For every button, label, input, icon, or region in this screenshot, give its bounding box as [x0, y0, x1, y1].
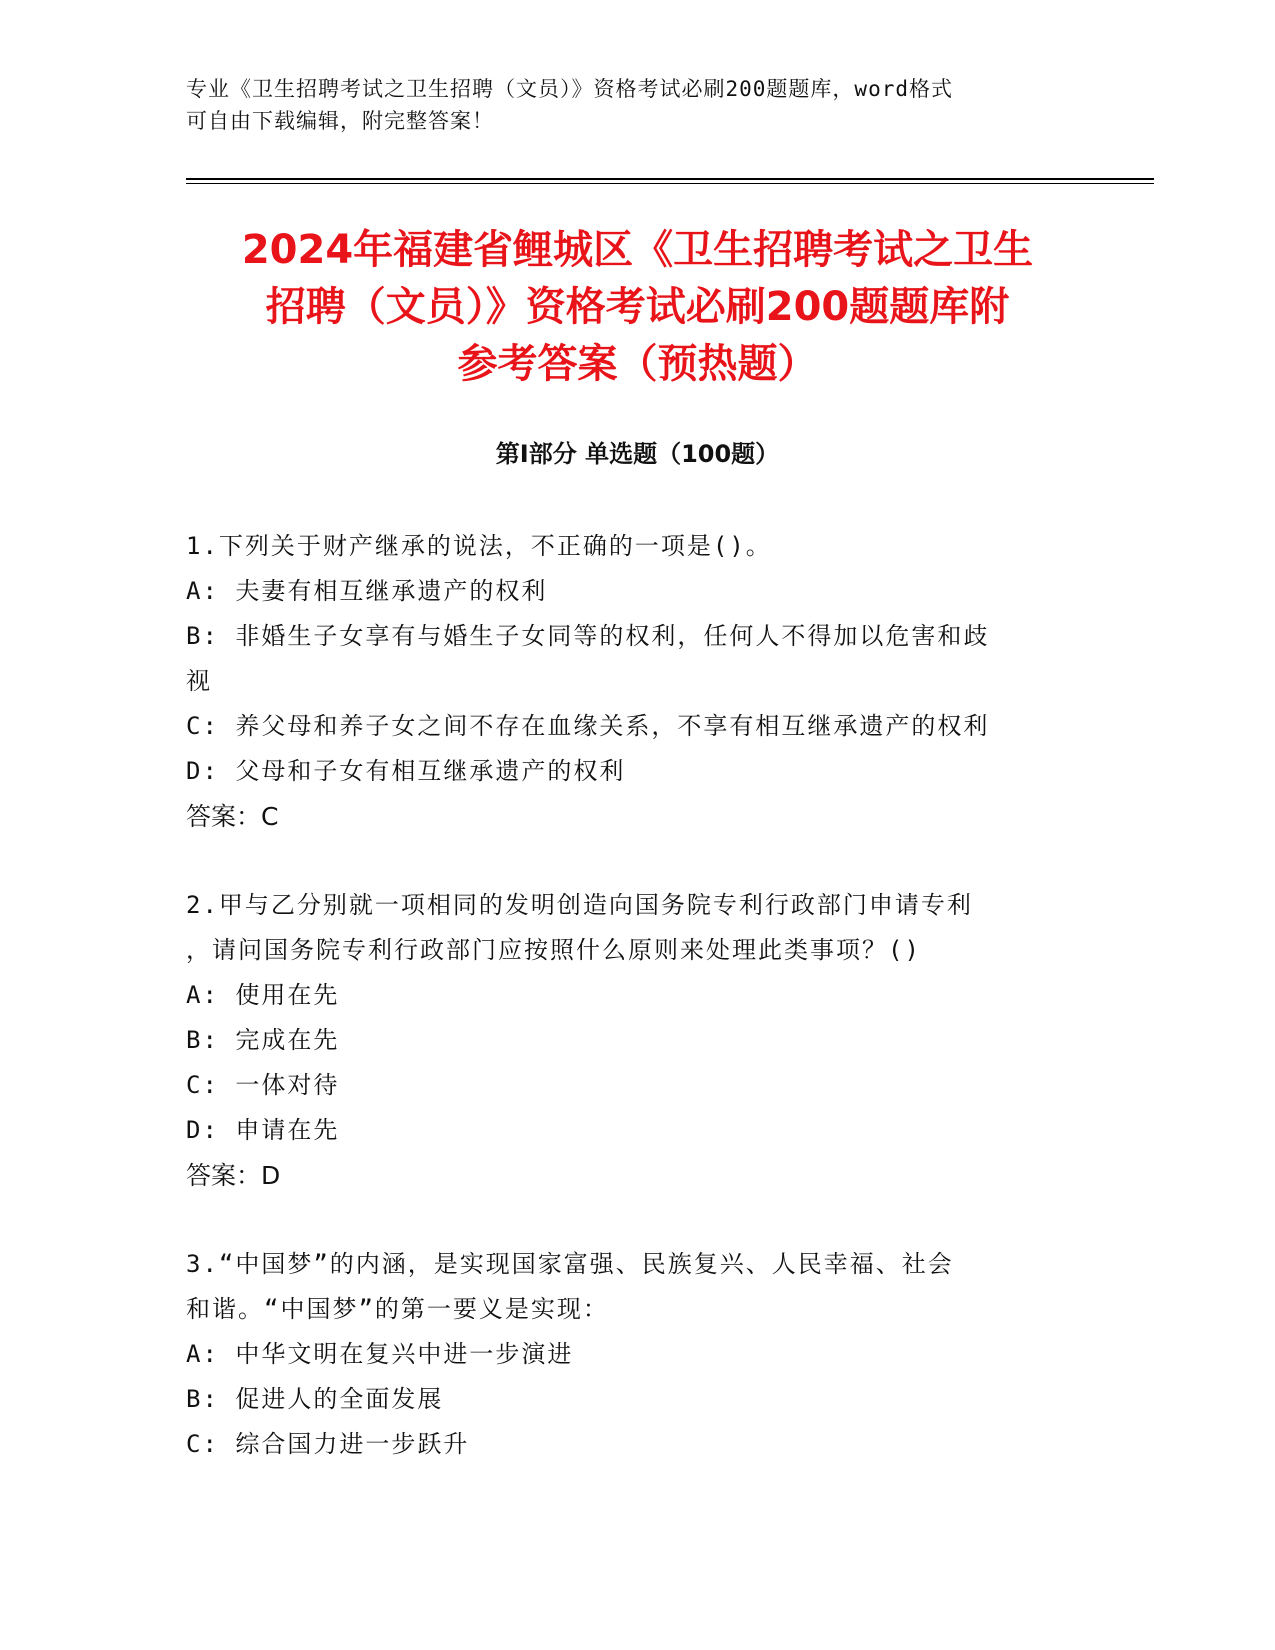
option-c: C: 一体对待 — [186, 1071, 340, 1099]
option-a: A: 中华文明在复兴中进一步演进 — [186, 1340, 574, 1368]
header-note — [186, 73, 1066, 137]
option-b: B: 促进人的全面发展 — [186, 1385, 444, 1413]
question-stem: 2.甲与乙分别就一项相同的发明创造向国务院专利行政部门申请专利 — [186, 891, 973, 919]
option-a: A: 夫妻有相互继承遗产的权利 — [186, 577, 548, 605]
question-stem: 1.下列关于财产继承的说法，不正确的一项是()。 — [186, 532, 772, 560]
header-divider-thick — [186, 178, 1154, 180]
header-note-line: 可自由下载编辑，附完整答案！ — [186, 109, 494, 133]
option-a: A: 使用在先 — [186, 981, 340, 1009]
option-c: C: 综合国力进一步跃升 — [186, 1430, 470, 1458]
question-list — [186, 524, 1086, 1510]
question-3 — [186, 1242, 1086, 1467]
option-d: D: 申请在先 — [186, 1116, 340, 1144]
question-stem: 和谐。“中国梦”的第一要义是实现： — [186, 1295, 609, 1323]
title-line: 2024年福建省鲤城区《卫生招聘考试之卫生 — [241, 227, 1034, 273]
option-c: C: 养父母和养子女之间不存在血缘关系，不享有相互继承遗产的权利 — [186, 712, 990, 740]
option-b-line: B: 非婚生子女享有与婚生子女同等的权利，任何人不得加以危害和歧 — [186, 622, 990, 650]
question-stem: ，请问国务院专利行政部门应按照什么原则来处理此类事项？() — [186, 936, 921, 964]
option-b: B: 完成在先 — [186, 1026, 340, 1054]
option-b-line: 视 — [186, 667, 212, 695]
title-line: 招聘（文员）》资格考试必刷200题题库附 — [265, 284, 1010, 330]
document-title — [150, 222, 1125, 393]
header-divider-thin — [186, 183, 1154, 184]
question-1 — [186, 524, 1086, 840]
question-2 — [186, 883, 1086, 1199]
answer-label: 答案：D — [186, 1161, 281, 1190]
option-d: D: 父母和子女有相互继承遗产的权利 — [186, 757, 626, 785]
answer-label: 答案：C — [186, 802, 279, 831]
option-b — [186, 614, 1086, 704]
section-heading: 第Ⅰ部分 单选题（100题） — [495, 440, 780, 468]
question-stem: 3.“中国梦”的内涵，是实现国家富强、民族复兴、人民幸福、社会 — [186, 1250, 954, 1278]
title-line: 参考答案（预热题） — [457, 341, 818, 387]
header-note-line: 专业《卫生招聘考试之卫生招聘（文员）》资格考试必刷200题题库，word格式 — [186, 77, 953, 101]
